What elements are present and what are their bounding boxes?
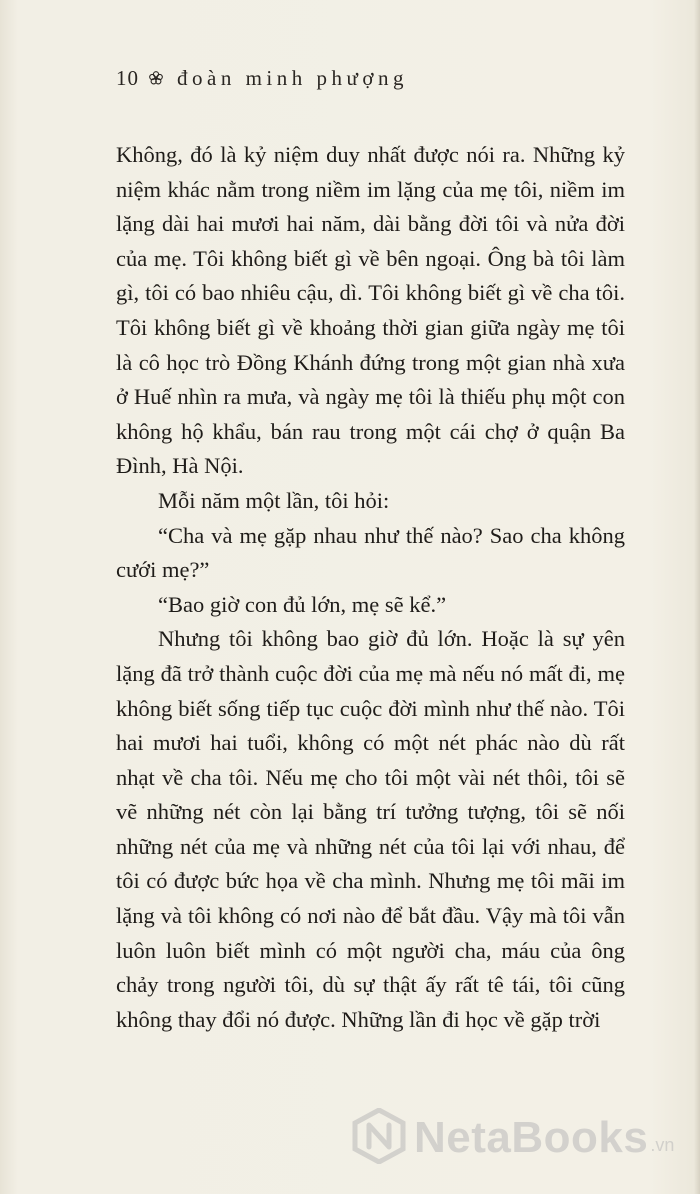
paragraph-3: “Cha và mẹ gặp nhau như thế nào? Sao cha không cưới mẹ?” — [116, 522, 625, 583]
netabooks-watermark — [352, 1108, 674, 1168]
netabooks-logo-icon — [352, 1108, 406, 1169]
body-text — [116, 138, 625, 1037]
paragraph-1: Không, đó là kỷ niệm duy nhất được nói ra. Những kỷ niệm khác nằm trong niềm im lặng của mẹ tôi, niềm im lặng dài hai mươi hai năm, dài bằng đời tôi và nửa đời của mẹ. Tôi không biết gì về bên ngoại. Ông bà tôi làm gì, tôi có bao nhiêu cậu, dì. Tôi không biết gì về cha tôi. Tôi không biết gì về khoảng thời gian giữa ngày mẹ tôi là cô học trò Đồng Khánh đứng trong một gian nhà xưa ở Huế nhìn ra mưa, và ngày mẹ tôi là thiếu phụ một con không hộ khẩu, bán rau trong một cái chợ ở quận Ba Đình, Hà Nội. — [116, 142, 625, 479]
paragraph-4: “Bao giờ con đủ lớn, mẹ sẽ kể.” — [158, 591, 447, 617]
paragraph-2: Mỗi năm một lần, tôi hỏi: — [158, 487, 390, 513]
author-name: đoàn minh phượng — [177, 65, 408, 90]
page-edge-shadow — [694, 0, 700, 1194]
page-number: 10 — [116, 65, 139, 90]
running-header — [116, 64, 408, 92]
watermark-text: NetaBooks — [414, 1113, 649, 1162]
paragraph-5: Nhưng tôi không bao giờ đủ lớn. Hoặc là sự yên lặng đã trở thành cuộc đời của mẹ mà nếu nó mất đi, mẹ không biết sống tiếp tục cuộc đời mình như thế nào. Tôi hai mươi hai tuổi, không có một nét phác nào dù rất nhạt về cha tôi. Nếu mẹ cho tôi một vài nét thôi, tôi sẽ vẽ những nét còn lại bằng trí tưởng tượng, tôi sẽ nối những nét của mẹ và những nét của tôi lại với nhau, để tôi có được bức họa về cha mình. Nhưng mẹ tôi mãi im lặng và tôi không có nơi nào để bắt đầu. Vậy mà tôi vẫn luôn luôn biết mình có một người cha, máu của ông chảy trong người tôi, dù sự thật ấy rất tê tái, tôi cũng không thay đổi nó được. Những lần đi học về gặp trời — [116, 626, 625, 1032]
flower-ornament-icon — [147, 69, 165, 87]
watermark-suffix: .vn — [650, 1135, 675, 1155]
